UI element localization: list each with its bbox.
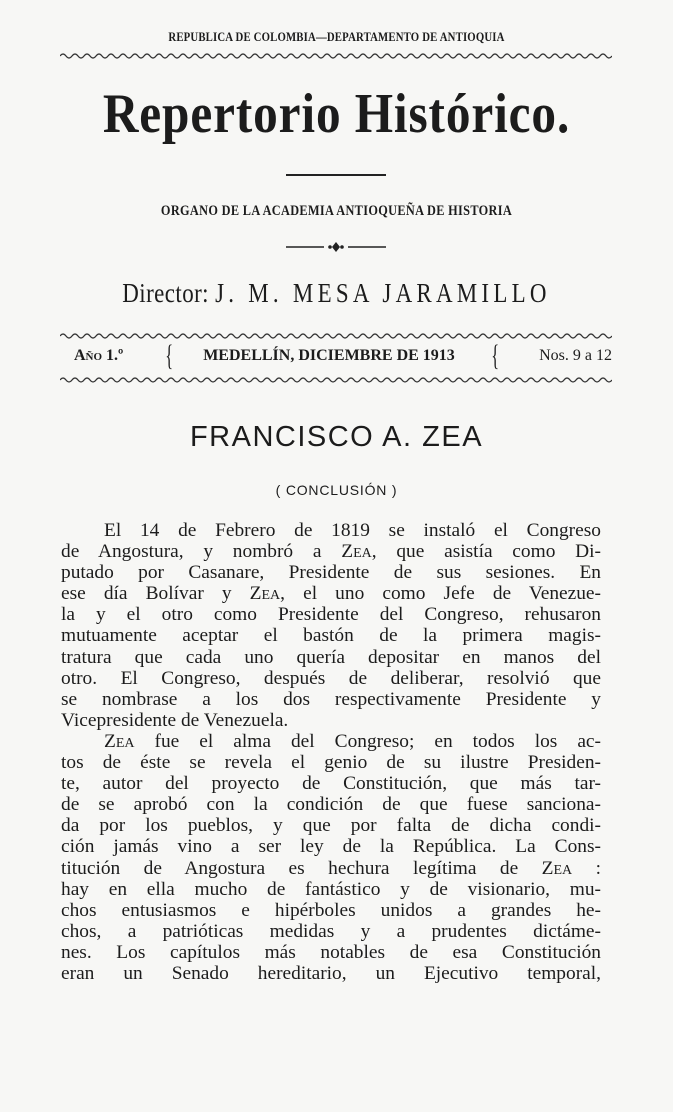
director-label: Director: bbox=[122, 278, 209, 308]
line-text: , que asistía como Di- bbox=[371, 541, 601, 563]
issue-place-date: MEDELLÍN, DICIEMBRE DE 1913 bbox=[203, 347, 455, 364]
article-line bbox=[61, 752, 601, 773]
article-line bbox=[61, 921, 601, 942]
ornament-divider bbox=[286, 241, 386, 253]
article-line bbox=[61, 541, 601, 562]
wavy-rule-issue-bottom bbox=[60, 376, 612, 384]
line-text: fue el alma del Congreso; en todos los ac- bbox=[134, 730, 601, 752]
line-text: tos de éste se revela el genio de su ilustre Presiden- bbox=[61, 752, 601, 774]
article-line bbox=[61, 689, 601, 710]
article-line bbox=[61, 731, 601, 752]
article-body bbox=[61, 520, 601, 984]
brace-left: { bbox=[165, 339, 174, 372]
line-text: mutuamente aceptar el bastón de la primera magis- bbox=[61, 625, 601, 647]
director-name: J. M. MESA JARAMILLO bbox=[215, 278, 551, 308]
line-text: ción jamás vino a ser ley de la República. La Cons- bbox=[61, 836, 601, 858]
surname-smallcaps: Zea bbox=[104, 730, 135, 752]
article-line bbox=[61, 900, 601, 921]
masthead-title: Repertorio Histórico. bbox=[102, 83, 571, 145]
article-line bbox=[61, 562, 601, 583]
article-line bbox=[61, 625, 601, 646]
issue-numbers: Nos. 9 a 12 bbox=[539, 347, 612, 364]
line-text: hay en ella mucho de fantástico y de visionario, mu- bbox=[61, 878, 601, 900]
article-line bbox=[61, 604, 601, 625]
line-text: eran un Senado hereditario, un Ejecutivo temporal, bbox=[61, 962, 601, 984]
surname-smallcaps: Zea bbox=[541, 857, 573, 879]
article-line bbox=[61, 710, 601, 731]
article-line bbox=[61, 794, 601, 815]
article-line bbox=[61, 942, 601, 963]
article-line bbox=[61, 879, 601, 900]
line-text: la y el otro como Presidente del Congreso, rehusaron bbox=[61, 604, 601, 626]
article-line bbox=[61, 836, 601, 857]
article-line bbox=[61, 963, 601, 984]
line-text: , el uno como Jefe de Venezue- bbox=[280, 583, 601, 605]
line-text: tratura que cada uno quería depositar en manos del bbox=[61, 646, 601, 668]
line-text: se nombrase a los dos respectivamente Presidente y bbox=[61, 688, 601, 710]
line-text: de se aprobó con la condición de que fuese sanciona- bbox=[61, 794, 601, 816]
article-line bbox=[61, 583, 601, 604]
line-text: de Angostura, y nombró a bbox=[61, 541, 342, 563]
line-text: otro. El Congreso, después de deliberar, resolvió que bbox=[61, 667, 601, 689]
line-text: nes. Los capítulos más notables de esa Constitución bbox=[61, 941, 601, 963]
article-line bbox=[61, 647, 601, 668]
article-line bbox=[61, 520, 601, 541]
republic-header: REPUBLICA DE COLOMBIA—DEPARTAMENTO DE ANTIOQUIA bbox=[168, 30, 505, 44]
masthead-rule bbox=[286, 174, 386, 176]
line-text: El 14 de Febrero de 1819 se instaló el Congreso bbox=[104, 520, 601, 541]
issue-line bbox=[60, 339, 612, 372]
article-line bbox=[61, 858, 601, 879]
line-text: ese día Bolívar y bbox=[61, 583, 250, 605]
line-text: da por los pueblos, y que por falta de dicha condi- bbox=[61, 815, 601, 837]
line-text: : bbox=[572, 857, 601, 879]
issue-year: Año 1.º bbox=[74, 347, 124, 364]
article-line bbox=[61, 773, 601, 794]
director-line bbox=[50, 278, 622, 309]
article-subtitle: ( CONCLUSIÓN ) bbox=[275, 482, 398, 498]
line-text: chos entusiasmos e hipérboles unidos a grandes he- bbox=[61, 899, 601, 921]
wavy-rule-issue-top bbox=[60, 332, 612, 340]
line-text: chos, a patrióticas medidas y a prudentes dictáme- bbox=[61, 920, 601, 942]
line-text: putado por Casanare, Presidente de sus sesiones. En bbox=[61, 562, 601, 584]
organ-line: ORGANO DE LA ACADEMIA ANTIOQUEÑA DE HISTORIA bbox=[160, 203, 513, 219]
wavy-rule-top bbox=[60, 52, 612, 60]
article-line bbox=[61, 668, 601, 689]
line-text: titución de Angostura es hechura legítima de bbox=[61, 857, 542, 879]
line-text: te, autor del proyecto de Constitución, que más tar- bbox=[61, 773, 601, 795]
surname-smallcaps: Zea bbox=[341, 541, 372, 563]
article-line bbox=[61, 815, 601, 836]
article-title: FRANCISCO A. ZEA bbox=[189, 421, 484, 453]
line-text: Vicepresidente de Venezuela. bbox=[61, 709, 289, 731]
brace-right: { bbox=[490, 339, 499, 372]
surname-smallcaps: Zea bbox=[249, 583, 281, 605]
